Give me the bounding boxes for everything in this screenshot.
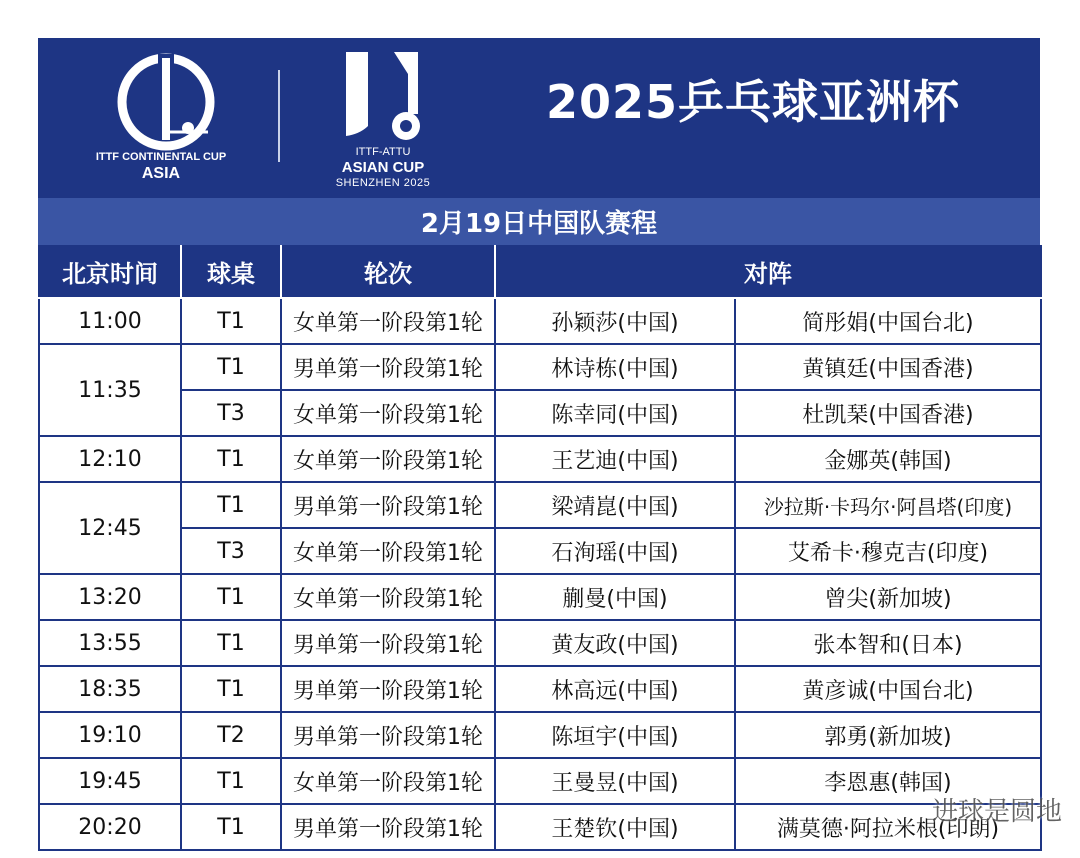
- schedule-subtitle: 2月19日中国队赛程: [38, 198, 1040, 245]
- header-banner: [38, 38, 1040, 198]
- time-cell: 11:35: [39, 344, 181, 436]
- round-cell: 女单第一阶段第1轮: [281, 758, 495, 804]
- round-cell: 男单第一阶段第1轮: [281, 804, 495, 850]
- logo-right-line1: ITTF-ATTU: [355, 146, 411, 158]
- time-cell: 13:55: [39, 620, 181, 666]
- player1-cell: 林诗栋(中国): [495, 344, 735, 390]
- player2-cell: 满莫德·阿拉米根(印朗): [735, 804, 1041, 850]
- header-matchup: 对阵: [495, 245, 1041, 298]
- round-cell: 男单第一阶段第1轮: [281, 712, 495, 758]
- table-row: [39, 528, 1041, 574]
- player1-cell: 孙颖莎(中国): [495, 298, 735, 344]
- table-row: [39, 344, 1041, 390]
- table-row: [39, 574, 1041, 620]
- table-cell: T1: [181, 758, 281, 804]
- table-header-row: [39, 245, 1041, 298]
- player1-cell: 王曼昱(中国): [495, 758, 735, 804]
- logo-left-line1: ITTF CONTINENTAL CUP: [95, 151, 227, 163]
- time-cell: 12:45: [39, 482, 181, 574]
- schedule-table: [38, 245, 1042, 851]
- page-title: 2025乒乓球亚洲杯: [546, 75, 961, 129]
- time-cell: 20:20: [39, 804, 181, 850]
- player2-cell: 黄彦诚(中国台北): [735, 666, 1041, 712]
- time-cell: 19:45: [39, 758, 181, 804]
- watermark: 进球是圆地: [931, 797, 1062, 827]
- logo-right-line2: ASIAN CUP: [341, 159, 425, 176]
- table-cell: T3: [181, 528, 281, 574]
- player2-cell: 简彤娟(中国台北): [735, 298, 1041, 344]
- schedule-card: [38, 38, 1040, 858]
- player2-cell: 李恩惠(韩国): [735, 758, 1041, 804]
- table-row: [39, 482, 1041, 528]
- round-cell: 男单第一阶段第1轮: [281, 344, 495, 390]
- player1-cell: 梁靖崑(中国): [495, 482, 735, 528]
- player2-cell: 曾尖(新加坡): [735, 574, 1041, 620]
- time-cell: 11:00: [39, 298, 181, 344]
- table-cell: T2: [181, 712, 281, 758]
- table-row: [39, 804, 1041, 850]
- player1-cell: 陈幸同(中国): [495, 390, 735, 436]
- table-cell: T1: [181, 344, 281, 390]
- player1-cell: 王艺迪(中国): [495, 436, 735, 482]
- round-cell: 女单第一阶段第1轮: [281, 436, 495, 482]
- header-round: 轮次: [281, 245, 495, 298]
- player1-cell: 蒯曼(中国): [495, 574, 735, 620]
- table-cell: T1: [181, 666, 281, 712]
- table-row: [39, 390, 1041, 436]
- table-cell: T1: [181, 298, 281, 344]
- player2-cell: 沙拉斯·卡玛尔·阿昌塔(印度): [735, 482, 1041, 528]
- table-row: [39, 666, 1041, 712]
- table-row: [39, 712, 1041, 758]
- table-cell: T1: [181, 574, 281, 620]
- time-cell: 18:35: [39, 666, 181, 712]
- round-cell: 女单第一阶段第1轮: [281, 574, 495, 620]
- logo-divider: [278, 70, 280, 162]
- header-table: 球桌: [181, 245, 281, 298]
- player1-cell: 陈垣宇(中国): [495, 712, 735, 758]
- table-cell: T1: [181, 804, 281, 850]
- round-cell: 男单第一阶段第1轮: [281, 482, 495, 528]
- round-cell: 女单第一阶段第1轮: [281, 298, 495, 344]
- round-cell: 女单第一阶段第1轮: [281, 528, 495, 574]
- table-cell: T1: [181, 436, 281, 482]
- table-row: [39, 298, 1041, 344]
- header-time: 北京时间: [39, 245, 181, 298]
- player1-cell: 林高远(中国): [495, 666, 735, 712]
- table-cell: T1: [181, 620, 281, 666]
- table-cell: T1: [181, 482, 281, 528]
- table-row: [39, 758, 1041, 804]
- round-cell: 男单第一阶段第1轮: [281, 666, 495, 712]
- player1-cell: 石洵瑶(中国): [495, 528, 735, 574]
- logo-left-line2: ASIA: [141, 165, 181, 182]
- time-cell: 12:10: [39, 436, 181, 482]
- player2-cell: 张本智和(日本): [735, 620, 1041, 666]
- logo-right-line3: SHENZHEN 2025: [335, 177, 431, 189]
- player2-cell: 郭勇(新加坡): [735, 712, 1041, 758]
- table-cell: T3: [181, 390, 281, 436]
- round-cell: 女单第一阶段第1轮: [281, 390, 495, 436]
- player1-cell: 王楚钦(中国): [495, 804, 735, 850]
- player2-cell: 艾希卡·穆克吉(印度): [735, 528, 1041, 574]
- time-cell: 19:10: [39, 712, 181, 758]
- table-row: [39, 436, 1041, 482]
- table-row: [39, 620, 1041, 666]
- round-cell: 男单第一阶段第1轮: [281, 620, 495, 666]
- time-cell: 13:20: [39, 574, 181, 620]
- player1-cell: 黄友政(中国): [495, 620, 735, 666]
- player2-cell: 金娜英(韩国): [735, 436, 1041, 482]
- player2-cell: 黄镇廷(中国香港): [735, 344, 1041, 390]
- player2-cell: 杜凯琹(中国香港): [735, 390, 1041, 436]
